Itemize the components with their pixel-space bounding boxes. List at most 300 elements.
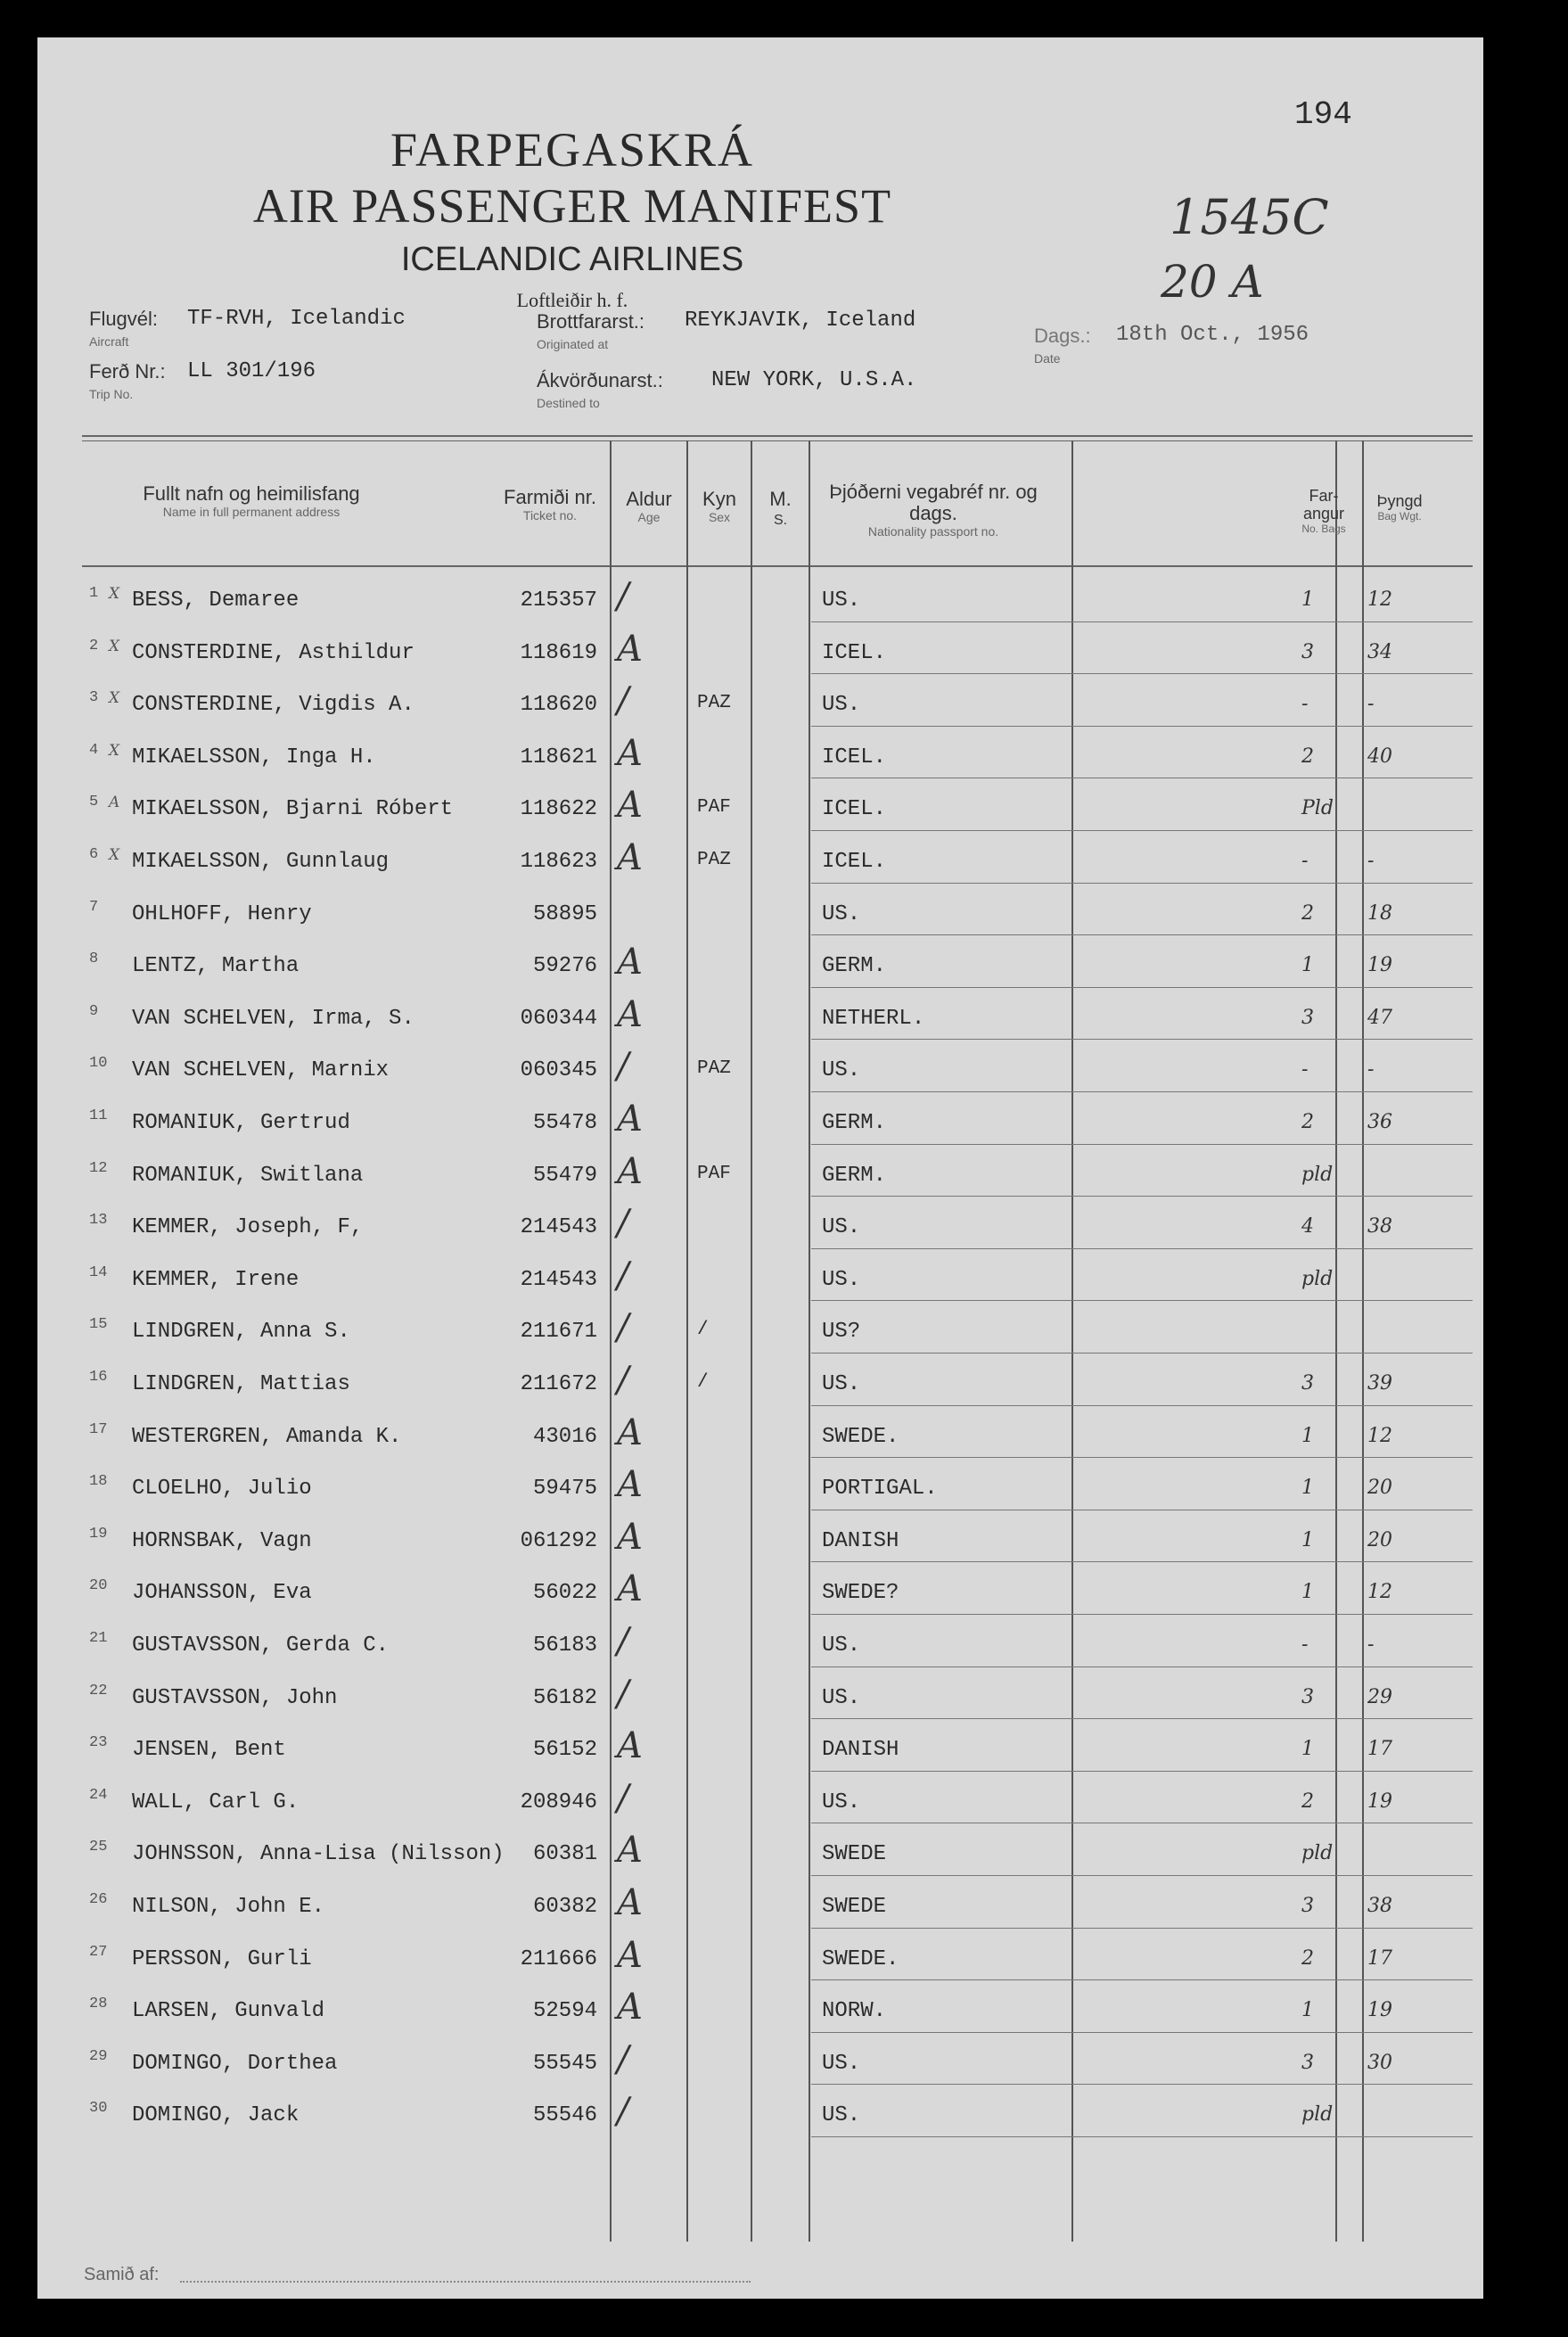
bag-count: 1 <box>1301 588 1314 611</box>
age-mark: A <box>617 1882 643 1923</box>
passenger-name: CONSTERDINE, Vigdis A. <box>132 693 415 718</box>
passenger-name: CLOELHO, Julio <box>132 1477 312 1502</box>
row-number: 4 <box>89 741 99 759</box>
row-number: 10 <box>89 1055 108 1073</box>
destination-sublabel: Destined to <box>537 396 600 410</box>
passenger-name: DOMINGO, Dorthea <box>132 2051 338 2076</box>
aircraft-sublabel: Aircraft <box>89 334 129 349</box>
row-number: 23 <box>89 1734 108 1752</box>
ticket-number: 55545 <box>532 2051 597 2076</box>
table-row <box>37 781 1483 834</box>
passenger-name: NILSON, John E. <box>132 1895 325 1919</box>
passenger-name: LENTZ, Martha <box>132 954 300 979</box>
age-mark: / <box>617 680 629 722</box>
age-mark: A <box>617 1150 643 1192</box>
row-rule <box>811 2032 1473 2033</box>
ticket-number: 60382 <box>532 1895 597 1919</box>
bag-weight: 18 <box>1367 901 1392 925</box>
row-number: 7 <box>89 898 99 916</box>
nationality: ICEL. <box>822 850 887 874</box>
table-row <box>37 1461 1483 1513</box>
bag-count: 2 <box>1301 1790 1314 1813</box>
bag-weight: 38 <box>1367 1895 1392 1917</box>
col-header-age-sub: Age <box>637 510 661 524</box>
table-top-rule-2 <box>82 440 1473 441</box>
age-mark: / <box>617 1046 629 1088</box>
nationality: DANISH <box>822 1738 899 1763</box>
ticket-number: 118623 <box>520 850 597 874</box>
col-header-ms-sub: S. <box>773 513 788 528</box>
row-rule <box>811 1979 1473 1980</box>
row-rule <box>811 1196 1473 1197</box>
row-number: 19 <box>89 1525 108 1543</box>
trip-sublabel: Trip No. <box>89 387 134 401</box>
ticket-number: 56183 <box>532 1633 597 1658</box>
col-header-age-label: Aldur <box>626 488 672 510</box>
row-number: 13 <box>89 1212 108 1230</box>
passenger-name: MIKAELSSON, Inga H. <box>132 745 376 769</box>
ticket-number: 211671 <box>520 1320 597 1345</box>
table-row <box>37 1879 1483 1931</box>
age-mark: / <box>617 1777 629 1819</box>
handwritten-ref-2: 20 A <box>1161 256 1264 308</box>
row-number: 5 <box>89 794 99 811</box>
ticket-number: 56152 <box>532 1738 597 1763</box>
row-rule <box>811 1928 1473 1929</box>
passenger-name: HORNSBAK, Vagn <box>132 1528 312 1553</box>
nationality: US. <box>822 1372 861 1396</box>
origin-value: REYKJAVIK, Iceland <box>685 309 916 333</box>
ticket-number: 60381 <box>532 1842 597 1867</box>
age-mark: A <box>617 1830 643 1872</box>
nationality: SWEDE. <box>822 1424 899 1449</box>
passenger-name: LARSEN, Gunvald <box>132 1999 325 2024</box>
bag-count: pld <box>1301 1842 1334 1865</box>
sex-code: / <box>697 1320 709 1341</box>
row-check-mark: X <box>109 585 120 603</box>
table-row <box>37 1774 1483 1827</box>
ticket-number: 55546 <box>532 2103 597 2128</box>
compiled-by-label: Samið af: <box>84 2265 160 2284</box>
row-number: 21 <box>89 1630 108 1647</box>
bag-weight: 12 <box>1367 588 1392 611</box>
bag-weight: 12 <box>1367 1581 1392 1604</box>
age-mark: / <box>617 1360 629 1401</box>
table-row <box>37 834 1483 886</box>
bag-count: pld <box>1301 1163 1334 1186</box>
aircraft-label: Flugvél: <box>89 308 159 330</box>
row-number: 1 <box>89 585 99 602</box>
table-row <box>37 625 1483 678</box>
row-number: 18 <box>89 1473 108 1491</box>
table-row <box>37 886 1483 939</box>
age-mark: A <box>617 1411 643 1453</box>
table-row <box>37 729 1483 782</box>
row-number: 6 <box>89 846 99 863</box>
sex-code: PAF <box>697 1163 731 1184</box>
bag-weight: 38 <box>1367 1215 1392 1238</box>
row-check-mark: X <box>109 689 120 708</box>
trip-value: LL 301/196 <box>187 359 316 383</box>
bag-count: 3 <box>1301 640 1314 663</box>
nationality: DANISH <box>822 1528 899 1553</box>
table-row <box>37 572 1483 625</box>
bag-weight: 36 <box>1367 1111 1392 1133</box>
nationality: US. <box>822 1790 861 1814</box>
bag-count: Pld <box>1301 797 1334 820</box>
col-header-bags-sub: No. Bags <box>1301 523 1346 535</box>
row-number: 20 <box>89 1577 108 1595</box>
bag-count: 3 <box>1301 1685 1314 1708</box>
age-mark: A <box>617 785 643 827</box>
row-rule <box>811 2136 1473 2137</box>
col-header-ticket-label: Farmiði nr. <box>504 486 596 508</box>
passenger-name: OHLHOFF, Henry <box>132 901 312 926</box>
bag-count: 2 <box>1301 1946 1314 1970</box>
row-rule <box>811 1771 1473 1772</box>
nationality: US. <box>822 1685 861 1710</box>
bag-count: - <box>1301 850 1309 872</box>
row-rule <box>811 1248 1473 1249</box>
row-rule <box>811 1718 1473 1719</box>
col-header-ms <box>752 489 809 531</box>
bag-weight: - <box>1367 1633 1375 1656</box>
row-number: 14 <box>89 1263 108 1281</box>
ticket-number: 118619 <box>520 640 597 665</box>
ticket-number: 118622 <box>520 797 597 822</box>
ticket-number: 215357 <box>520 588 597 613</box>
age-mark: A <box>617 993 643 1035</box>
compiled-by-line <box>180 2281 751 2283</box>
bag-count: pld <box>1301 1267 1334 1290</box>
passenger-name: ROMANIUK, Gertrud <box>132 1111 350 1135</box>
bag-count: 4 <box>1301 1215 1314 1238</box>
ticket-number: 56022 <box>532 1581 597 1606</box>
passenger-name: BESS, Demaree <box>132 588 300 613</box>
bag-weight: 19 <box>1367 1999 1392 2022</box>
header-bottom-rule <box>82 565 1473 567</box>
bag-count: - <box>1301 693 1309 716</box>
row-number: 11 <box>89 1107 108 1124</box>
title-icelandic: FARPEGASKRÁ <box>390 123 755 177</box>
ticket-number: 060344 <box>520 1006 597 1031</box>
table-row <box>37 1617 1483 1670</box>
bag-weight: 17 <box>1367 1738 1392 1761</box>
table-row <box>37 1199 1483 1252</box>
page-number: 194 <box>1294 96 1352 133</box>
passenger-name: JENSEN, Bent <box>132 1738 286 1763</box>
passenger-name: CONSTERDINE, Asthildur <box>132 640 415 665</box>
bag-weight: 30 <box>1367 2051 1392 2074</box>
ticket-number: 59475 <box>532 1477 597 1502</box>
age-mark: / <box>617 1673 629 1715</box>
age-mark: A <box>617 628 643 670</box>
sex-code: PAF <box>697 797 731 819</box>
age-mark: A <box>617 1568 643 1610</box>
ticket-number: 56182 <box>532 1685 597 1710</box>
col-header-age <box>612 489 686 524</box>
table-row <box>37 1252 1483 1304</box>
ticket-number: 211666 <box>520 1946 597 1971</box>
table-row <box>37 1565 1483 1617</box>
row-rule <box>811 1144 1473 1145</box>
col-header-nationality-label: Þjóðerni vegabréf nr. og dags. <box>829 481 1038 524</box>
bag-weight: 40 <box>1367 745 1392 768</box>
row-rule <box>811 1457 1473 1458</box>
table-row <box>37 1931 1483 1984</box>
nationality: US. <box>822 2051 861 2076</box>
row-rule <box>811 1561 1473 1562</box>
row-number: 29 <box>89 2047 108 2065</box>
table-row <box>37 1042 1483 1095</box>
passenger-name: KEMMER, Joseph, F, <box>132 1215 364 1240</box>
nationality: US? <box>822 1320 861 1345</box>
ticket-number: 58895 <box>532 901 597 926</box>
passenger-name: JOHNSSON, Anna-Lisa (Nilsson) <box>132 1842 505 1867</box>
nationality: NORW. <box>822 1999 887 2024</box>
row-check-mark: X <box>109 637 120 655</box>
bag-count: 1 <box>1301 954 1314 977</box>
row-check-mark: X <box>109 846 120 864</box>
age-mark: A <box>617 942 643 983</box>
row-rule <box>811 830 1473 831</box>
passenger-name: DOMINGO, Jack <box>132 2103 300 2128</box>
table-row <box>37 2087 1483 2140</box>
bag-count: 2 <box>1301 745 1314 768</box>
table-row <box>37 2036 1483 2088</box>
passenger-name: PERSSON, Gurli <box>132 1946 312 1971</box>
passenger-name: VAN SCHELVEN, Irma, S. <box>132 1006 415 1031</box>
ticket-number: 55479 <box>532 1163 597 1188</box>
ticket-number: 52594 <box>532 1999 597 2024</box>
col-header-nationality <box>822 481 1045 539</box>
passenger-name: WALL, Carl G. <box>132 1790 300 1814</box>
table-row <box>37 677 1483 729</box>
nationality: GERM. <box>822 954 887 979</box>
age-mark: / <box>617 1255 629 1296</box>
sex-code: PAZ <box>697 850 731 870</box>
row-number: 3 <box>89 689 99 707</box>
company-name: Loftleiðir h. f. <box>516 289 628 311</box>
handwritten-ref-1: 1545C <box>1170 189 1329 245</box>
col-header-sex-label: Kyn <box>702 488 736 510</box>
nationality: SWEDE. <box>822 1946 899 1971</box>
row-number: 22 <box>89 1682 108 1699</box>
col-header-ticket-sub: Ticket no. <box>522 508 578 523</box>
bag-weight: 34 <box>1367 640 1392 663</box>
nationality: ICEL. <box>822 745 887 769</box>
age-mark: A <box>617 732 643 774</box>
bag-count: - <box>1301 1058 1309 1082</box>
age-mark: / <box>617 576 629 617</box>
sex-code: PAZ <box>697 1058 731 1080</box>
ticket-number: 061292 <box>520 1528 597 1553</box>
table-row <box>37 1409 1483 1461</box>
nationality: US. <box>822 1267 861 1292</box>
age-mark: A <box>617 837 643 878</box>
nationality: US. <box>822 1633 861 1658</box>
ticket-number: 208946 <box>520 1790 597 1814</box>
bag-weight: 12 <box>1367 1424 1392 1447</box>
row-rule <box>811 2084 1473 2085</box>
bag-count: pld <box>1301 2103 1334 2127</box>
age-mark: / <box>617 1203 629 1245</box>
table-row <box>37 1148 1483 1200</box>
age-mark: / <box>617 1307 629 1349</box>
col-header-weight-sub: Bag Wgt. <box>1377 510 1422 523</box>
bag-weight: 29 <box>1367 1685 1392 1708</box>
age-mark: A <box>617 1099 643 1140</box>
ticket-number: 214543 <box>520 1215 597 1240</box>
ticket-number: 43016 <box>532 1424 597 1449</box>
row-number: 30 <box>89 2100 108 2118</box>
passenger-name: MIKAELSSON, Gunnlaug <box>132 850 390 874</box>
row-number: 12 <box>89 1159 108 1177</box>
bag-count: 3 <box>1301 1895 1314 1917</box>
bag-weight: 47 <box>1367 1006 1392 1029</box>
nationality: SWEDE <box>822 1895 887 1919</box>
row-number: 9 <box>89 1002 99 1020</box>
nationality: US. <box>822 693 861 718</box>
manifest-sheet <box>37 37 1483 2299</box>
row-rule <box>811 673 1473 674</box>
bag-weight: 19 <box>1367 1790 1392 1813</box>
date-value: 18th Oct., 1956 <box>1116 323 1309 347</box>
row-rule <box>811 621 1473 622</box>
row-rule <box>811 1405 1473 1406</box>
table-row <box>37 1356 1483 1409</box>
passenger-name: JOHANSSON, Eva <box>132 1581 312 1606</box>
row-rule <box>811 1039 1473 1040</box>
col-header-sex <box>688 489 751 524</box>
nationality: SWEDE? <box>822 1581 899 1606</box>
table-row <box>37 1095 1483 1148</box>
bag-weight: 17 <box>1367 1946 1392 1970</box>
date-label: Dags.: <box>1034 325 1091 347</box>
sex-code: / <box>697 1372 709 1393</box>
passenger-name: LINDGREN, Anna S. <box>132 1320 350 1345</box>
table-row <box>37 938 1483 991</box>
row-rule <box>811 1666 1473 1667</box>
bag-weight: 20 <box>1367 1528 1392 1551</box>
col-header-nationality-sub: Nationality passport no. <box>867 524 999 539</box>
row-number: 28 <box>89 1996 108 2013</box>
table-row <box>37 1722 1483 1774</box>
row-number: 8 <box>89 950 99 968</box>
row-rule <box>811 726 1473 727</box>
row-rule <box>811 1300 1473 1301</box>
bag-count: 1 <box>1301 1581 1314 1604</box>
table-row <box>37 1670 1483 1723</box>
nationality: PORTIGAL. <box>822 1477 938 1502</box>
col-header-bags <box>1296 487 1351 535</box>
ticket-number: 060345 <box>520 1058 597 1083</box>
bag-count: 1 <box>1301 1424 1314 1447</box>
bag-weight: 19 <box>1367 954 1392 977</box>
row-number: 25 <box>89 1839 108 1856</box>
row-rule <box>811 883 1473 884</box>
bag-weight: - <box>1367 850 1375 872</box>
bag-count: 3 <box>1301 1372 1314 1395</box>
col-header-sex-sub: Sex <box>708 510 731 524</box>
row-rule <box>811 987 1473 988</box>
bag-weight: - <box>1367 1058 1375 1082</box>
col-header-name <box>91 483 412 519</box>
table-row <box>37 991 1483 1043</box>
trip-label: Ferð Nr.: <box>89 360 166 383</box>
bag-count: 3 <box>1301 2051 1314 2074</box>
passenger-name: LINDGREN, Mattias <box>132 1372 350 1396</box>
passenger-name: WESTERGREN, Amanda K. <box>132 1424 402 1449</box>
nationality: SWEDE <box>822 1842 887 1867</box>
passenger-name: VAN SCHELVEN, Marnix <box>132 1058 390 1083</box>
bag-count: 1 <box>1301 1738 1314 1761</box>
table-row <box>37 1983 1483 2036</box>
age-mark: A <box>617 1987 643 2028</box>
row-rule <box>811 1875 1473 1876</box>
airline-name: ICELANDIC AIRLINES <box>400 241 744 278</box>
table-row <box>37 1513 1483 1566</box>
origin-label: Brottfararst.: <box>537 310 645 333</box>
passenger-name: GUSTAVSSON, John <box>132 1685 338 1710</box>
ticket-number: 211672 <box>520 1372 597 1396</box>
ticket-number: 118620 <box>520 693 597 718</box>
row-number: 27 <box>89 1943 108 1961</box>
passenger-name: KEMMER, Irene <box>132 1267 300 1292</box>
bag-count: 1 <box>1301 1477 1314 1500</box>
ticket-number: 118621 <box>520 745 597 769</box>
nationality: US. <box>822 1058 861 1083</box>
row-rule <box>811 1614 1473 1615</box>
row-rule <box>811 1091 1473 1092</box>
aircraft-value: TF-RVH, Icelandic <box>187 307 406 331</box>
age-mark: / <box>617 1621 629 1662</box>
row-number: 24 <box>89 1786 108 1804</box>
age-mark: A <box>617 1464 643 1506</box>
nationality: NETHERL. <box>822 1006 925 1031</box>
ticket-number: 59276 <box>532 954 597 979</box>
passenger-name: MIKAELSSON, Bjarni Róbert <box>132 797 454 822</box>
bag-count: 3 <box>1301 1006 1314 1029</box>
nationality: US. <box>822 1215 861 1240</box>
nationality: ICEL. <box>822 640 887 665</box>
bag-weight: 39 <box>1367 1372 1392 1395</box>
row-rule <box>811 1353 1473 1354</box>
nationality: ICEL. <box>822 797 887 822</box>
col-header-bags-label: Far-angur <box>1302 487 1345 523</box>
bag-count: 2 <box>1301 901 1314 925</box>
nationality: GERM. <box>822 1163 887 1188</box>
nationality: US. <box>822 901 861 926</box>
table-top-rule <box>82 435 1473 437</box>
passenger-name: ROMANIUK, Switlana <box>132 1163 364 1188</box>
destination-label: Ákvörðunarst.: <box>537 369 663 391</box>
table-row <box>37 1826 1483 1879</box>
col-header-weight-label: Þyngd <box>1376 492 1423 510</box>
table-row <box>37 1304 1483 1356</box>
row-number: 15 <box>89 1316 108 1334</box>
bag-count: 1 <box>1301 1999 1314 2022</box>
ticket-number: 55478 <box>532 1111 597 1135</box>
row-number: 2 <box>89 637 99 654</box>
nationality: GERM. <box>822 1111 887 1135</box>
bag-weight: 20 <box>1367 1477 1392 1500</box>
sex-code: PAZ <box>697 693 731 714</box>
col-header-ticket <box>483 487 617 523</box>
row-check-mark: X <box>109 741 120 760</box>
age-mark: A <box>617 1934 643 1976</box>
bag-weight: - <box>1367 693 1375 716</box>
